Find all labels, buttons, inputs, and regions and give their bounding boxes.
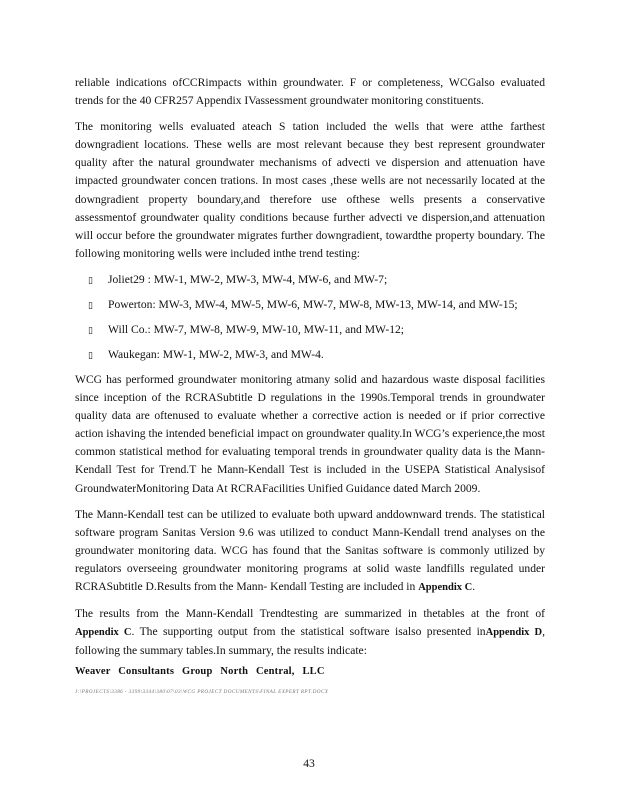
bullet-icon: ▯ xyxy=(88,274,93,285)
appendix-reference: Appendix D xyxy=(485,627,543,639)
list-item: ▯ Will Co.: MW-7, MW-8, MW-9, MW-10, MW-11, and MW-12; xyxy=(75,321,545,339)
list-item: ▯ Joliet29 : MW-1, MW-2, MW-3, MW-4, MW-6, and MW-7; xyxy=(75,271,545,289)
paragraph-results-summary: The results from the Mann-Kendall Trendtesting are summarized in thetables at the front of Appendix C. The supporting output from the statistical software isalso presented inAppendix D, following the summary tables.In summary, the results indicate: xyxy=(75,607,545,658)
file-path: J:\PROJECTS\3386 - 3399\3344\380\07\03\WCG PROJECT DOCUMENTS\FINAL EXPERT RPT.DOCX xyxy=(75,689,329,696)
list-item: ▯ Powerton: MW-3, MW-4, MW-5, MW-6, MW-7, MW-8, MW-13, MW-14, and MW-15; xyxy=(75,296,545,314)
bullet-icon: ▯ xyxy=(88,349,93,360)
page-number: 43 xyxy=(303,757,315,770)
list-item: ▯ Waukegan: MW-1, MW-2, MW-3, and MW-4. xyxy=(75,346,545,364)
paragraph-mann-kendall: The Mann-Kendall test can be utilized to evaluate both upward anddownward trends. The statistical software program Sanitas Version 9.6 was utilized to conduct Mann-Kendall trend analyses on the groundwater monitoring data. WCG has found that the Sanitas software is commonly utilized by regulators overseeing groundwater monitoring programs at solid waste landfills regulated under RCRASubtitle D.Results from the Mann- Kendall Testing are included in Appendix C. xyxy=(75,507,545,593)
page-content xyxy=(75,74,545,695)
bullet-icon: ▯ xyxy=(88,324,93,335)
appendix-reference: Appendix C xyxy=(75,627,132,639)
firm-name: Weaver Consultants Group North Central, LLC xyxy=(75,666,325,678)
bullet-icon: ▯ xyxy=(88,299,93,310)
well-list xyxy=(75,271,545,364)
paragraph-monitoring-wells: The monitoring wells evaluated ateach S tation included the wells that were atthe farthest downgradient locations. These wells are most relevant because they best represent groundwater quality after the natural groundwater mechanisms of advecti ve dispersion and attenuation have impacted groundwater concen trations. In most cases ,these wells are not necessarily located at the downgradient property boundary,and therefore use ofthese wells presents a conservative assessmentof groundwater quality conditions because further advecti ve dispersion,and attenuation will occur before the groundwater migrates further downgradient, towardthe property boundary. The following monitoring wells were included inthe trend testing: xyxy=(75,120,545,260)
appendix-reference: Appendix C xyxy=(418,581,473,593)
paragraph-wcg-experience: WCG has performed groundwater monitoring atmany solid and hazardous waste disposal facilities since inception of the RCRASubtitle D regulations in the 1990s.Temporal trends in groundwater quality data are oftenused to evaluate whether a corrective action is needed or if prior corrective action ishaving the intended beneficial impact on groundwater quality.In WCG’s experience,the most common statistical method for evaluating temporal trends in groundwater quality data is the Mann-Kendall Test for Trend.T he Mann-Kendall Test is included in the USEPA Statistical Analysisof GroundwaterMonitoring Data At RCRAFacilities Unified Guidance dated March 2009. xyxy=(75,372,545,495)
paragraph-completeness: reliable indications ofCCRimpacts within groundwater. F or completeness, WCGalso evaluated trends for the 40 CFR257 Appendix IVassessment groundwater monitoring constituents. xyxy=(75,76,545,108)
